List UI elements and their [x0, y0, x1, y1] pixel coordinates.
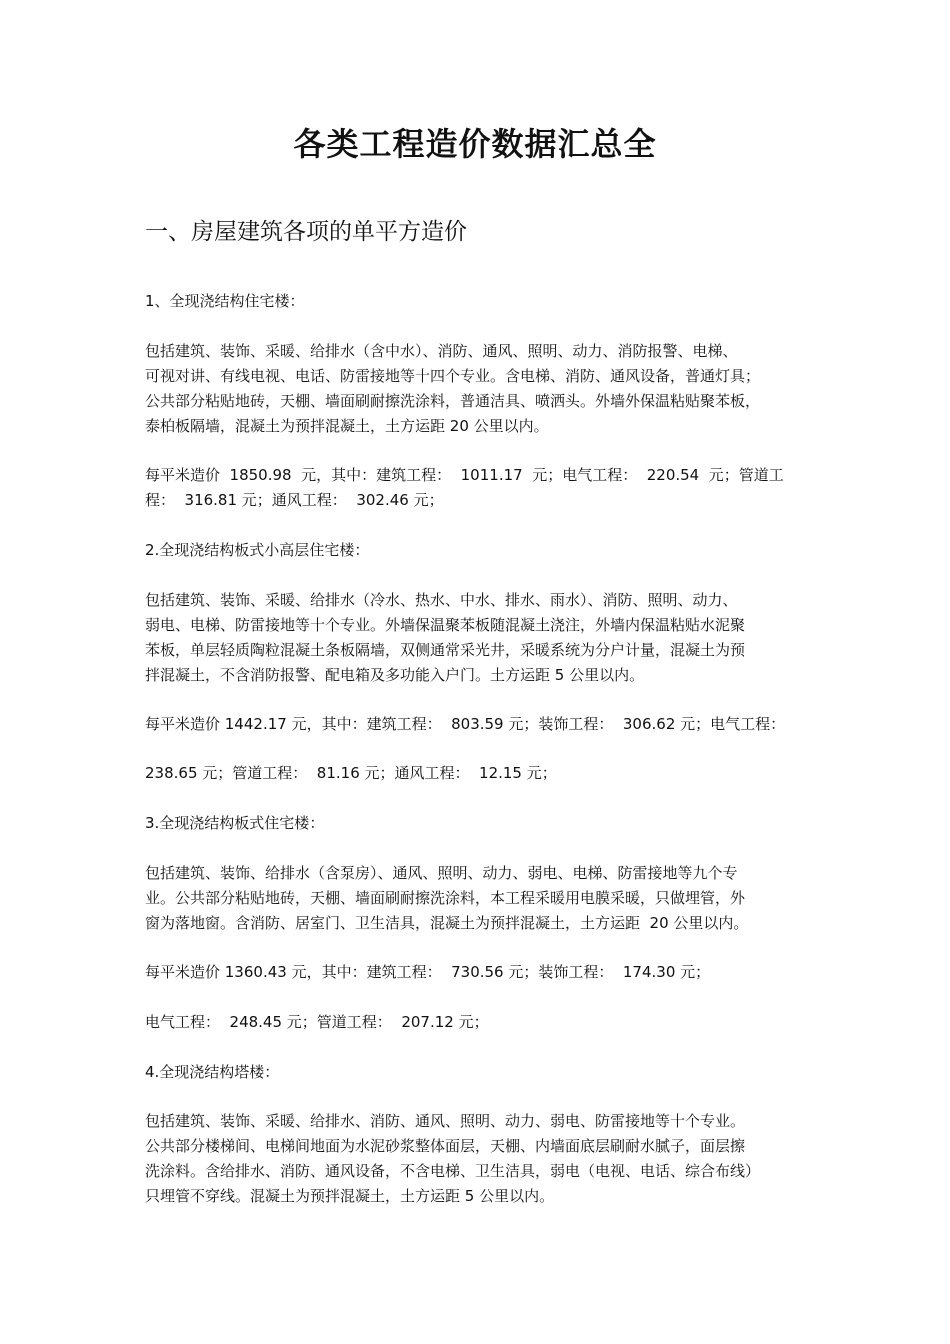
- item-description-1: 包括建筑、装饰、采暖、给排水（含中水）、消防、通风、照明、动力、消防报警、电梯、 可视对讲、有线电视、电话、防雷接地等十四个专业。含电梯、消防、通风设备，普通灯具； 公共部分粘贴地砖，天棚、墙面刷耐擦洗涂料，普通洁具、喷洒头。外墙外保温粘贴聚苯板， 泰柏板隔墙，混凝土为预拌混凝土，土方运距 20 公里以内。: [145, 342, 761, 435]
- item-description-4: 包括建筑、装饰、采暖、给排水、消防、通风、照明、动力、弱电、防雷接地等十个专业。 公共部分楼梯间、电梯间地面为水泥砂浆整体面层，天棚、内墙面底层刷耐水腻子，面层擦 洗涂料。含给排水、消防、通风设备，不含电梯、卫生洁具，弱电（电视、电话、综合布线） 只埋管不穿线。混凝土为预拌混凝土，土方运距 5 公里以内。: [145, 1112, 761, 1205]
- item-heading-3: 3.全现浇结构板式住宅楼：: [145, 814, 325, 832]
- section-heading: 一、房屋建筑各项的单平方造价: [145, 219, 467, 245]
- item-cost-3: 每平米造价 1360.43 元，其中：建筑工程： 730.56 元；装饰工程： 174.30 元；: [145, 963, 711, 981]
- item-heading-2: 2.全现浇结构板式小高层住宅楼：: [145, 541, 370, 559]
- item-heading-4: 4.全现浇结构塔楼：: [145, 1063, 280, 1081]
- item-cost-3-continued: 电气工程： 248.45 元；管道工程： 207.12 元；: [145, 1013, 489, 1031]
- item-cost-1: 每平米造价 1850.98 元，其中：建筑工程： 1011.17 元；电气工程： 220.54 元；管道工 程： 316.81 元；通风工程： 302.46 元；: [145, 466, 784, 509]
- item-description-3: 包括建筑、装饰、给排水（含泵房）、通风、照明、动力、弱电、电梯、防雷接地等九个专 业。公共部分粘贴地砖，天棚、墙面刷耐擦洗涂料，本工程采暖用电膜采暖，只做埋管，外 窗为落地窗。含消防、居室门、卫生洁具，混凝土为预拌混凝土，土方运距 20 公里以内。: [145, 864, 749, 932]
- item-description-2: 包括建筑、装饰、采暖、给排水（冷水、热水、中水、排水、雨水）、消防、照明、动力、 弱电、电梯、防雷接地等十个专业。外墙保温聚苯板随混凝土浇注，外墙内保温粘贴水泥聚 苯板，单层轻质陶粒混凝土条板隔墙，双侧通常采光井，采暖系统为分户计量，混凝土为预 拌混凝土，不含消防报警、配电箱及多功能入户门。土方运距 5 公里以内。: [145, 591, 746, 684]
- item-heading-1: 1、全现浇结构住宅楼：: [145, 292, 305, 310]
- document-title: 各类工程造价数据汇总全: [293, 125, 657, 163]
- item-cost-2: 每平米造价 1442.17 元，其中：建筑工程： 803.59 元；装饰工程： 306.62 元；电气工程：: [145, 715, 786, 733]
- item-cost-2-continued: 238.65 元；管道工程： 81.16 元；通风工程： 12.15 元；: [145, 764, 557, 782]
